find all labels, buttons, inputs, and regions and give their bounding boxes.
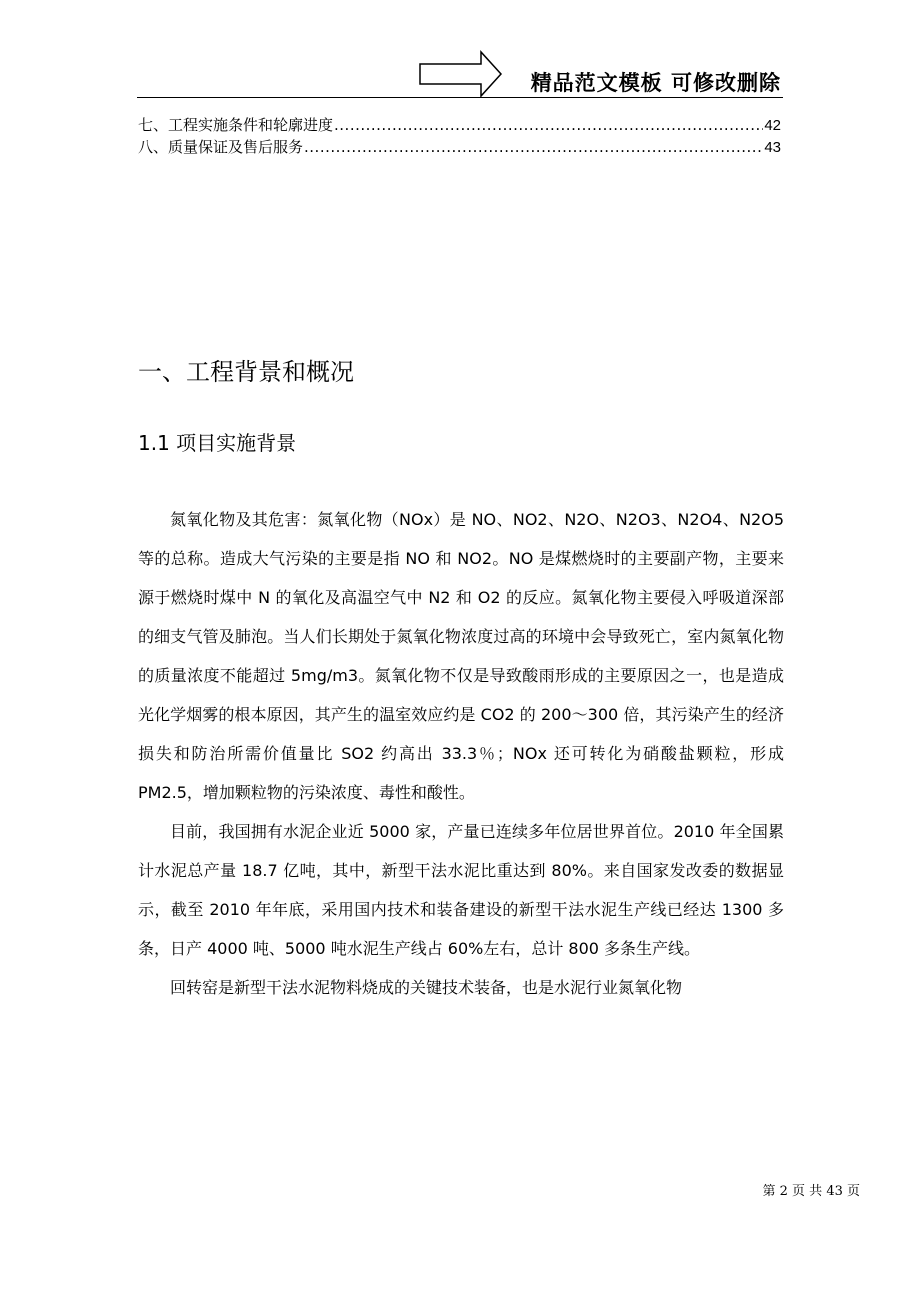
toc-entry[interactable] bbox=[138, 136, 781, 158]
page-number: 第 2 页 共 43 页 bbox=[762, 1184, 860, 1199]
toc-entry[interactable] bbox=[138, 114, 781, 136]
section-heading: 一、工程背景和概况 bbox=[138, 358, 354, 386]
subsection-heading: 1.1 项目实施背景 bbox=[138, 431, 297, 455]
toc-leader-dots bbox=[334, 114, 763, 136]
body-text bbox=[138, 500, 784, 1007]
header-title: 精品范文模板 可修改删除 bbox=[530, 71, 781, 95]
paragraph: 氮氧化物及其危害：氮氧化物（NOx）是 NO、NO2、N2O、N2O3、N2O4、N2O5 等的总称。造成大气污染的主要是指 NO 和 NO2。NO 是煤燃烧时的主要副产物，主要来源于燃烧时煤中 N 的氧化及高温空气中 N2 和 O2 的反应。氮氧化物主要侵入呼吸道深部的细支气管及肺泡。当人们长期处于氮氧化物浓度过高的环境中会导致死亡，室内氮氧化物的质量浓度不能超过 5mg/m3。氮氧化物不仅是导致酸雨形成的主要原因之一，也是造成光化学烟雾的根本原因，其产生的温室效应约是 CO2 的 200～300 倍，其污染产生的经济损失和防治所需价值量比 SO2 约高出 33.3％；NOx 还可转化为硝酸盐颗粒，形成 PM2.5，增加颗粒物的污染浓度、毒性和酸性。 bbox=[138, 510, 784, 802]
toc-entry-title: 七、工程实施条件和轮廓进度 bbox=[138, 116, 334, 134]
header-rule bbox=[137, 97, 783, 98]
toc-leader-dots bbox=[304, 136, 763, 158]
toc-entry-page: 43 bbox=[764, 139, 781, 156]
table-of-contents bbox=[138, 114, 781, 158]
paragraph: 目前，我国拥有水泥企业近 5000 家，产量已连续多年位居世界首位。2010 年全国累计水泥总产量 18.7 亿吨，其中，新型干法水泥比重达到 80%。来自国家发改委的数据显示，截至 2010 年年底，采用国内技术和装备建设的新型干法水泥生产线已经达 1300 多条，日产 4000 吨、5000 吨水泥生产线占 60%左右，总计 800 多条生产线。 bbox=[138, 822, 784, 958]
paragraph: 回转窑是新型干法水泥物料烧成的关键技术装备，也是水泥行业氮氧化物 bbox=[170, 978, 683, 997]
arrow-right-icon bbox=[419, 50, 503, 98]
toc-entry-title: 八、质量保证及售后服务 bbox=[138, 138, 304, 156]
page-header bbox=[137, 50, 783, 98]
toc-entry-page: 42 bbox=[764, 117, 781, 134]
